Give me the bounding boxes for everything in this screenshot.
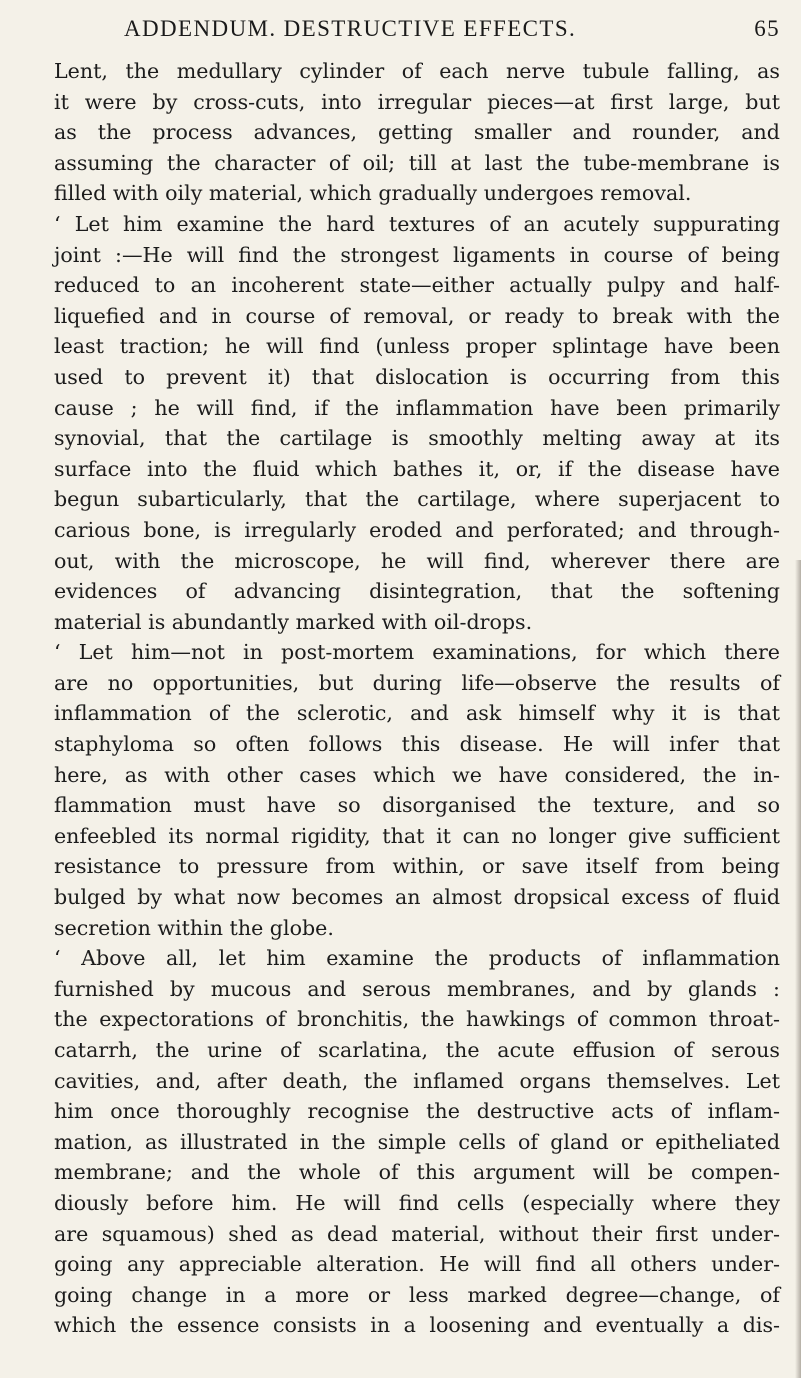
text-line: going any appreciable alteration. He will find all others under- (54, 1252, 780, 1277)
text-line: diously before him. He will find cells (especially where they (54, 1190, 780, 1215)
text-line: least traction; he will find (unless proper splintage have been (54, 334, 780, 359)
text-line: him once thoroughly recognise the destructive acts of inflam- (54, 1099, 780, 1124)
text-line: begun subarticularly, that the cartilage, where superjacent to (54, 487, 780, 512)
text-line: out, with the microscope, he will find, wherever there are (54, 548, 780, 573)
text-line: assuming the character of oil; till at last the tube-membrane is (54, 150, 780, 175)
text-line: which the essence consists in a loosening and eventually a dis- (54, 1313, 780, 1338)
text-line: ‘ Let him—not in post-mortem examinations, for which there (54, 640, 780, 665)
text-line: Lent, the medullary cylinder of each nerve tubule falling, as (54, 59, 780, 83)
body-text (54, 56, 780, 1341)
running-head (54, 16, 780, 50)
text-line: resistance to pressure from within, or save itself from being (54, 854, 780, 879)
text-line: material is abundantly marked with oil-drops. (54, 609, 533, 634)
text-line: furnished by mucous and serous membranes, and by glands : (54, 976, 780, 1001)
text-line: membrane; and the whole of this argument will be compen- (54, 1160, 780, 1185)
text-line: carious bone, is irregularly eroded and perforated; and through- (54, 517, 780, 542)
text-line: joint :—He will find the strongest ligaments in course of being (54, 242, 780, 267)
text-line: flammation must have so disorganised the texture, and so (54, 793, 780, 818)
page-number: 65 (754, 16, 780, 41)
text-line: ‘ Let him examine the hard textures of an acutely suppurating (54, 211, 780, 236)
text-line: bulged by what now becomes an almost dropsical excess of fluid (54, 885, 780, 910)
text-line: going change in a more or less marked degree—change, of (54, 1282, 780, 1307)
text-line: it were by cross-cuts, into irregular pieces—at first large, but (54, 89, 780, 114)
text-line: are no opportunities, but during life—observe the results of (54, 670, 780, 695)
text-line: are squamous) shed as dead material, without their first under- (54, 1221, 780, 1246)
text-line: enfeebled its normal rigidity, that it can no longer give sufficient (54, 823, 780, 848)
text-line: filled with oily material, which gradually undergoes removal. (54, 181, 692, 206)
text-line: as the process advances, getting smaller and rounder, and (54, 120, 780, 145)
text-line: used to prevent it) that dislocation is occurring from this (54, 364, 780, 389)
text-line: synovial, that the cartilage is smoothly melting away at its (54, 426, 780, 451)
text-line: ‘ Above all, let him examine the products of inflammation (54, 946, 780, 971)
text-line: surface into the fluid which bathes it, or, if the disease have (54, 456, 780, 481)
page-edge-shadow (795, 560, 801, 1378)
running-head-title: ADDENDUM. DESTRUCTIVE EFFECTS. (124, 16, 577, 41)
text-line: mation, as illustrated in the simple cells of gland or epitheliated (54, 1129, 780, 1154)
text-line: staphyloma so often follows this disease. He will infer that (54, 732, 780, 757)
text-line: secretion within the globe. (54, 915, 334, 940)
text-line: liquefied and in course of removal, or ready to break with the (54, 303, 780, 328)
text-line: inflammation of the sclerotic, and ask himself why it is that (54, 701, 780, 726)
text-line: the expectorations of bronchitis, the hawkings of common throat- (54, 1007, 780, 1032)
text-line: catarrh, the urine of scarlatina, the acute effusion of serous (54, 1038, 780, 1062)
text-line: reduced to an incoherent state—either actually pulpy and half- (54, 273, 780, 298)
text-line: cavities, and, after death, the inflamed organs themselves. Let (54, 1068, 780, 1093)
text-line: evidences of advancing disintegration, that the softening (54, 579, 780, 604)
text-line: cause ; he will find, if the inflammation have been primarily (54, 395, 780, 420)
text-line: here, as with other cases which we have considered, the in- (54, 762, 780, 787)
